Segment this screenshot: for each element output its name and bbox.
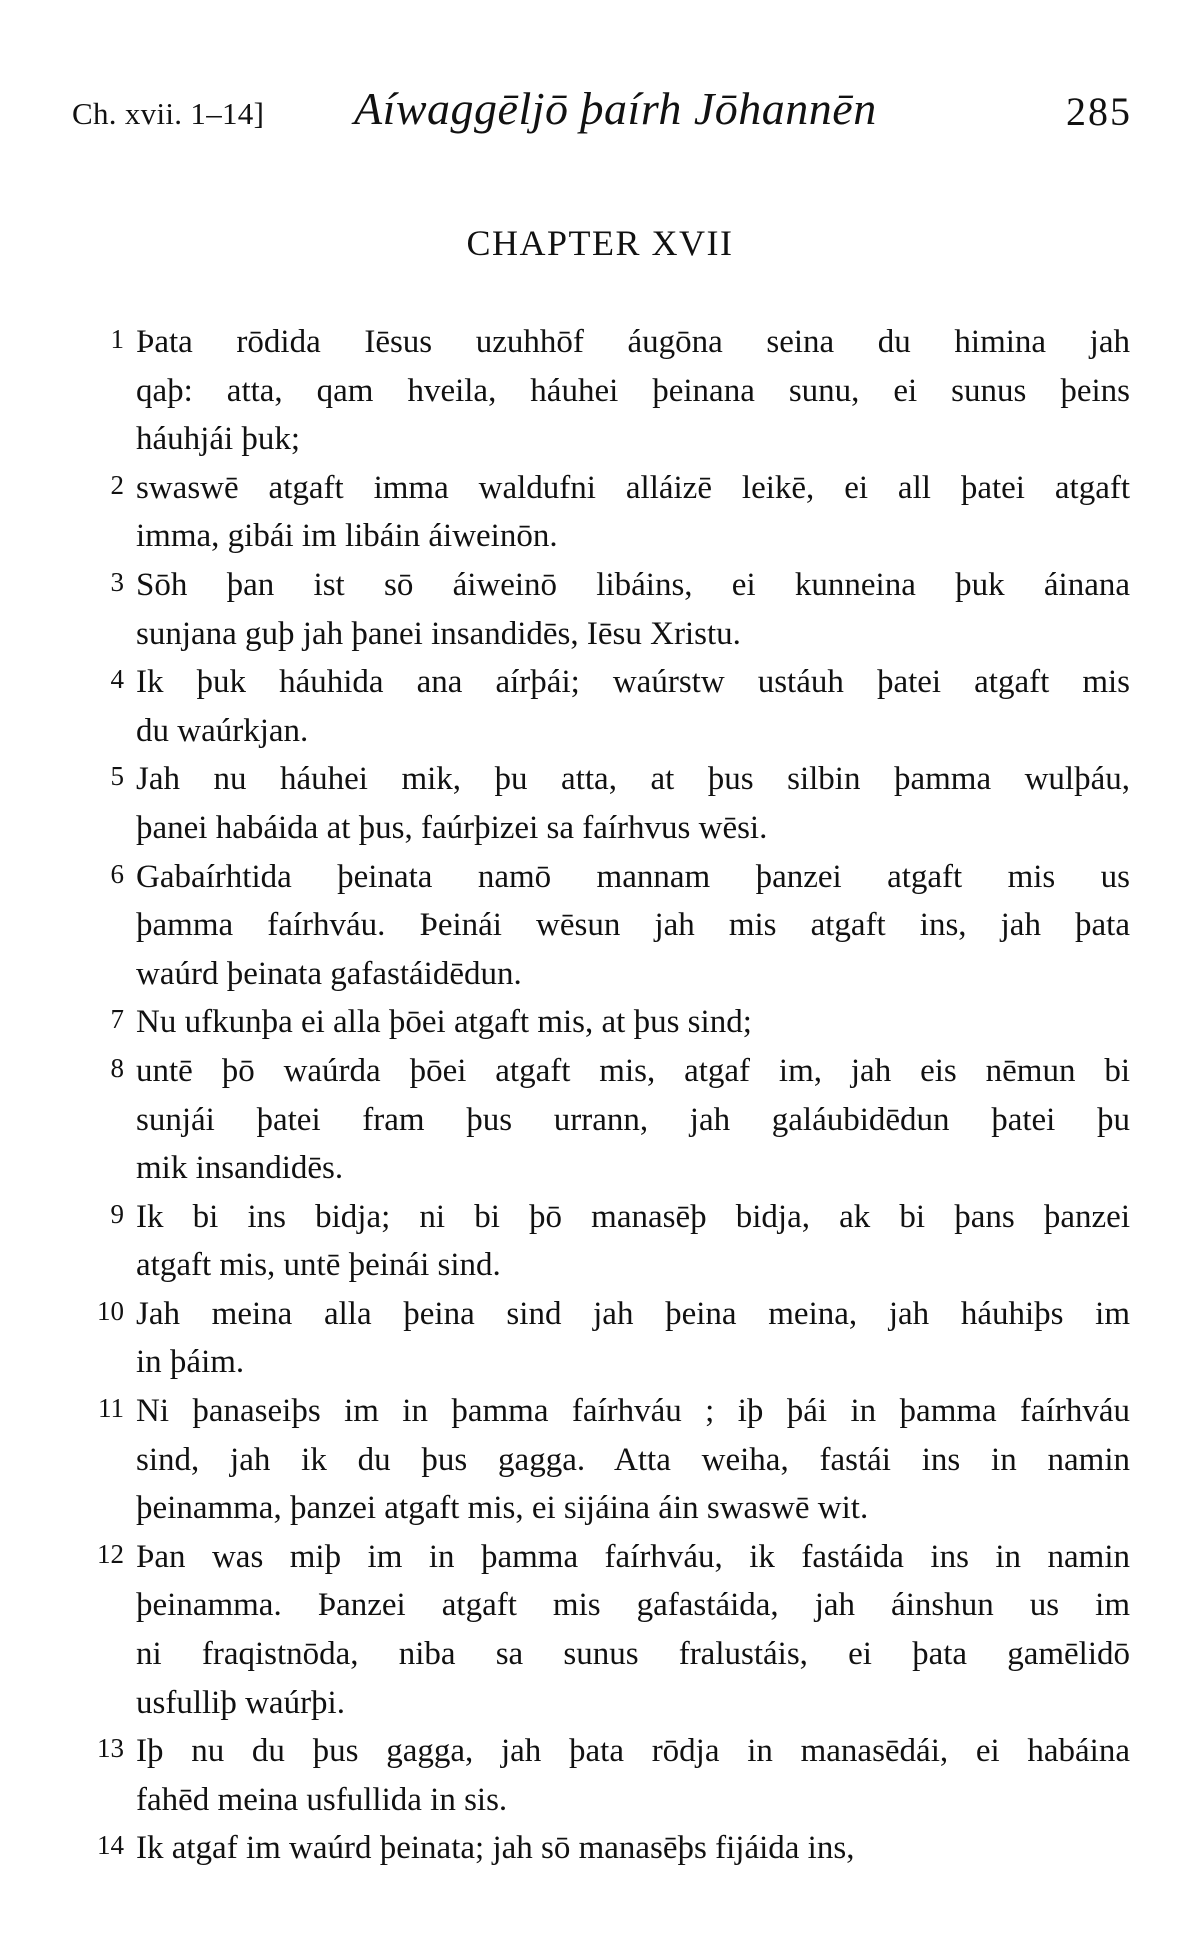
verse-line: Nu ufkunþa ei alla þōei atgaft mis, at þus sind;: [136, 1004, 752, 1041]
verse-number: 4: [110, 664, 124, 695]
verse: [90, 755, 1130, 852]
verse: [90, 998, 1130, 1047]
verse-line: du waúrkjan.: [136, 712, 309, 749]
verse-line: Gabaírhtida þeinata namō mannam þanzei atgaft mis us: [136, 858, 1130, 895]
verse-line: swaswē atgaft imma waldufni alláizē leikē, ei all þatei atgaft: [136, 469, 1130, 506]
verse-line: Iþ nu du þus gagga, jah þata rōdja in manasēdái, ei habáina: [136, 1733, 1130, 1770]
verse: [90, 1727, 1130, 1824]
verse-number: 14: [97, 1830, 124, 1861]
verse: [90, 658, 1130, 755]
verse: [90, 1533, 1130, 1727]
verse-line: Ik atgaf im waúrd þeinata; jah sō manasēþs fijáida ins,: [136, 1830, 855, 1867]
verse-number: 12: [97, 1538, 124, 1569]
running-head: [72, 82, 1132, 142]
verse: [90, 1824, 1130, 1873]
verse-line: fahēd meina usfullida in sis.: [136, 1781, 508, 1818]
verse-line: háuhjái þuk;: [136, 421, 301, 458]
verse-number: 13: [97, 1733, 124, 1764]
verse: [90, 1387, 1130, 1533]
verse-line: Ik bi ins bidja; ni bi þō manasēþ bidja, ak bi þans þanzei: [136, 1198, 1130, 1235]
verse-number: 9: [110, 1198, 124, 1229]
verse: [90, 561, 1130, 658]
verse-line: þeinamma, þanzei atgaft mis, ei sijáina áin swaswē wit.: [136, 1490, 869, 1527]
verse-line: mik insandidēs.: [136, 1150, 344, 1187]
verse-line: atgaft mis, untē þeinái sind.: [136, 1247, 501, 1284]
verse-line: qaþ: atta, qam hveila, háuhei þeinana sunu, ei sunus þeins: [136, 372, 1130, 409]
verse-number: 2: [110, 469, 124, 500]
verse-line: Þata rōdida Iēsus uzuhhōf áugōna seina du himina jah: [136, 324, 1130, 360]
verse-line: sind, jah ik du þus gagga. Atta weiha, fastái ins in namin: [136, 1441, 1130, 1478]
verse-line: Ni þanaseiþs im in þamma faírhváu ; iþ þái in þamma faírhváu: [136, 1393, 1130, 1430]
verse: [90, 1047, 1130, 1193]
verse-number: 5: [110, 761, 124, 792]
verse-line: in þáim.: [136, 1344, 245, 1381]
verse-line: Sōh þan ist sō áiweinō libáins, ei kunneina þuk áinana: [136, 566, 1130, 603]
verse-line: þeinamma. Þanzei atgaft mis gafastáida, jah áinshun us im: [136, 1587, 1130, 1624]
verse-line: Þan was miþ im in þamma faírhváu, ik fastáida ins in namin: [136, 1538, 1130, 1575]
verse-number: 8: [110, 1052, 124, 1083]
verse-line: þanei habáida at þus, faúrþizei sa faírhvus wēsi.: [136, 809, 768, 846]
verse-line: ni fraqistnōda, niba sa sunus fralustáis, ei þata gamēlidō: [136, 1636, 1130, 1673]
verse: [90, 318, 1130, 464]
verse-number: 7: [110, 1004, 124, 1035]
verse-line: waúrd þeinata gafastáidēdun.: [136, 955, 522, 992]
verse: [90, 853, 1130, 999]
verse-number: 11: [98, 1393, 124, 1424]
book-title: Aíwaggēljō þaírh Jōhannēn: [354, 83, 877, 134]
verse-number: 1: [110, 324, 124, 354]
verse: [90, 1193, 1130, 1290]
verse-number: 6: [110, 858, 124, 889]
verse-line: þamma faírhváu. Þeinái wēsun jah mis atgaft ins, jah þata: [136, 907, 1130, 944]
verse-number: 10: [97, 1295, 124, 1326]
verse-line: Jah meina alla þeina sind jah þeina meina, jah háuhiþs im: [136, 1295, 1130, 1332]
verse-line: sunjái þatei fram þus urrann, jah galáubidēdun þatei þu: [136, 1101, 1130, 1138]
chapter-verse-reference: Ch. xvii. 1–14]: [72, 96, 265, 131]
verse-line: Ik þuk háuhida ana aírþái; waúrstw ustáuh þatei atgaft mis: [136, 664, 1130, 701]
verse-list: [90, 318, 1130, 1873]
verse: [90, 1290, 1130, 1387]
chapter-title: CHAPTER XVII: [466, 223, 734, 263]
verse-line: Jah nu háuhei mik, þu atta, at þus silbin þamma wulþáu,: [136, 761, 1130, 798]
verse: [90, 464, 1130, 561]
verse-line: sunjana guþ jah þanei insandidēs, Iēsu Xristu.: [136, 615, 741, 652]
page-number: 285: [1066, 89, 1132, 134]
verse-number: 3: [110, 566, 124, 597]
verse-line: untē þō waúrda þōei atgaft mis, atgaf im, jah eis nēmun bi: [136, 1052, 1130, 1089]
verse-line: usfulliþ waúrþi.: [136, 1684, 345, 1721]
verse-line: imma, gibái im libáin áiweinōn.: [136, 518, 558, 555]
